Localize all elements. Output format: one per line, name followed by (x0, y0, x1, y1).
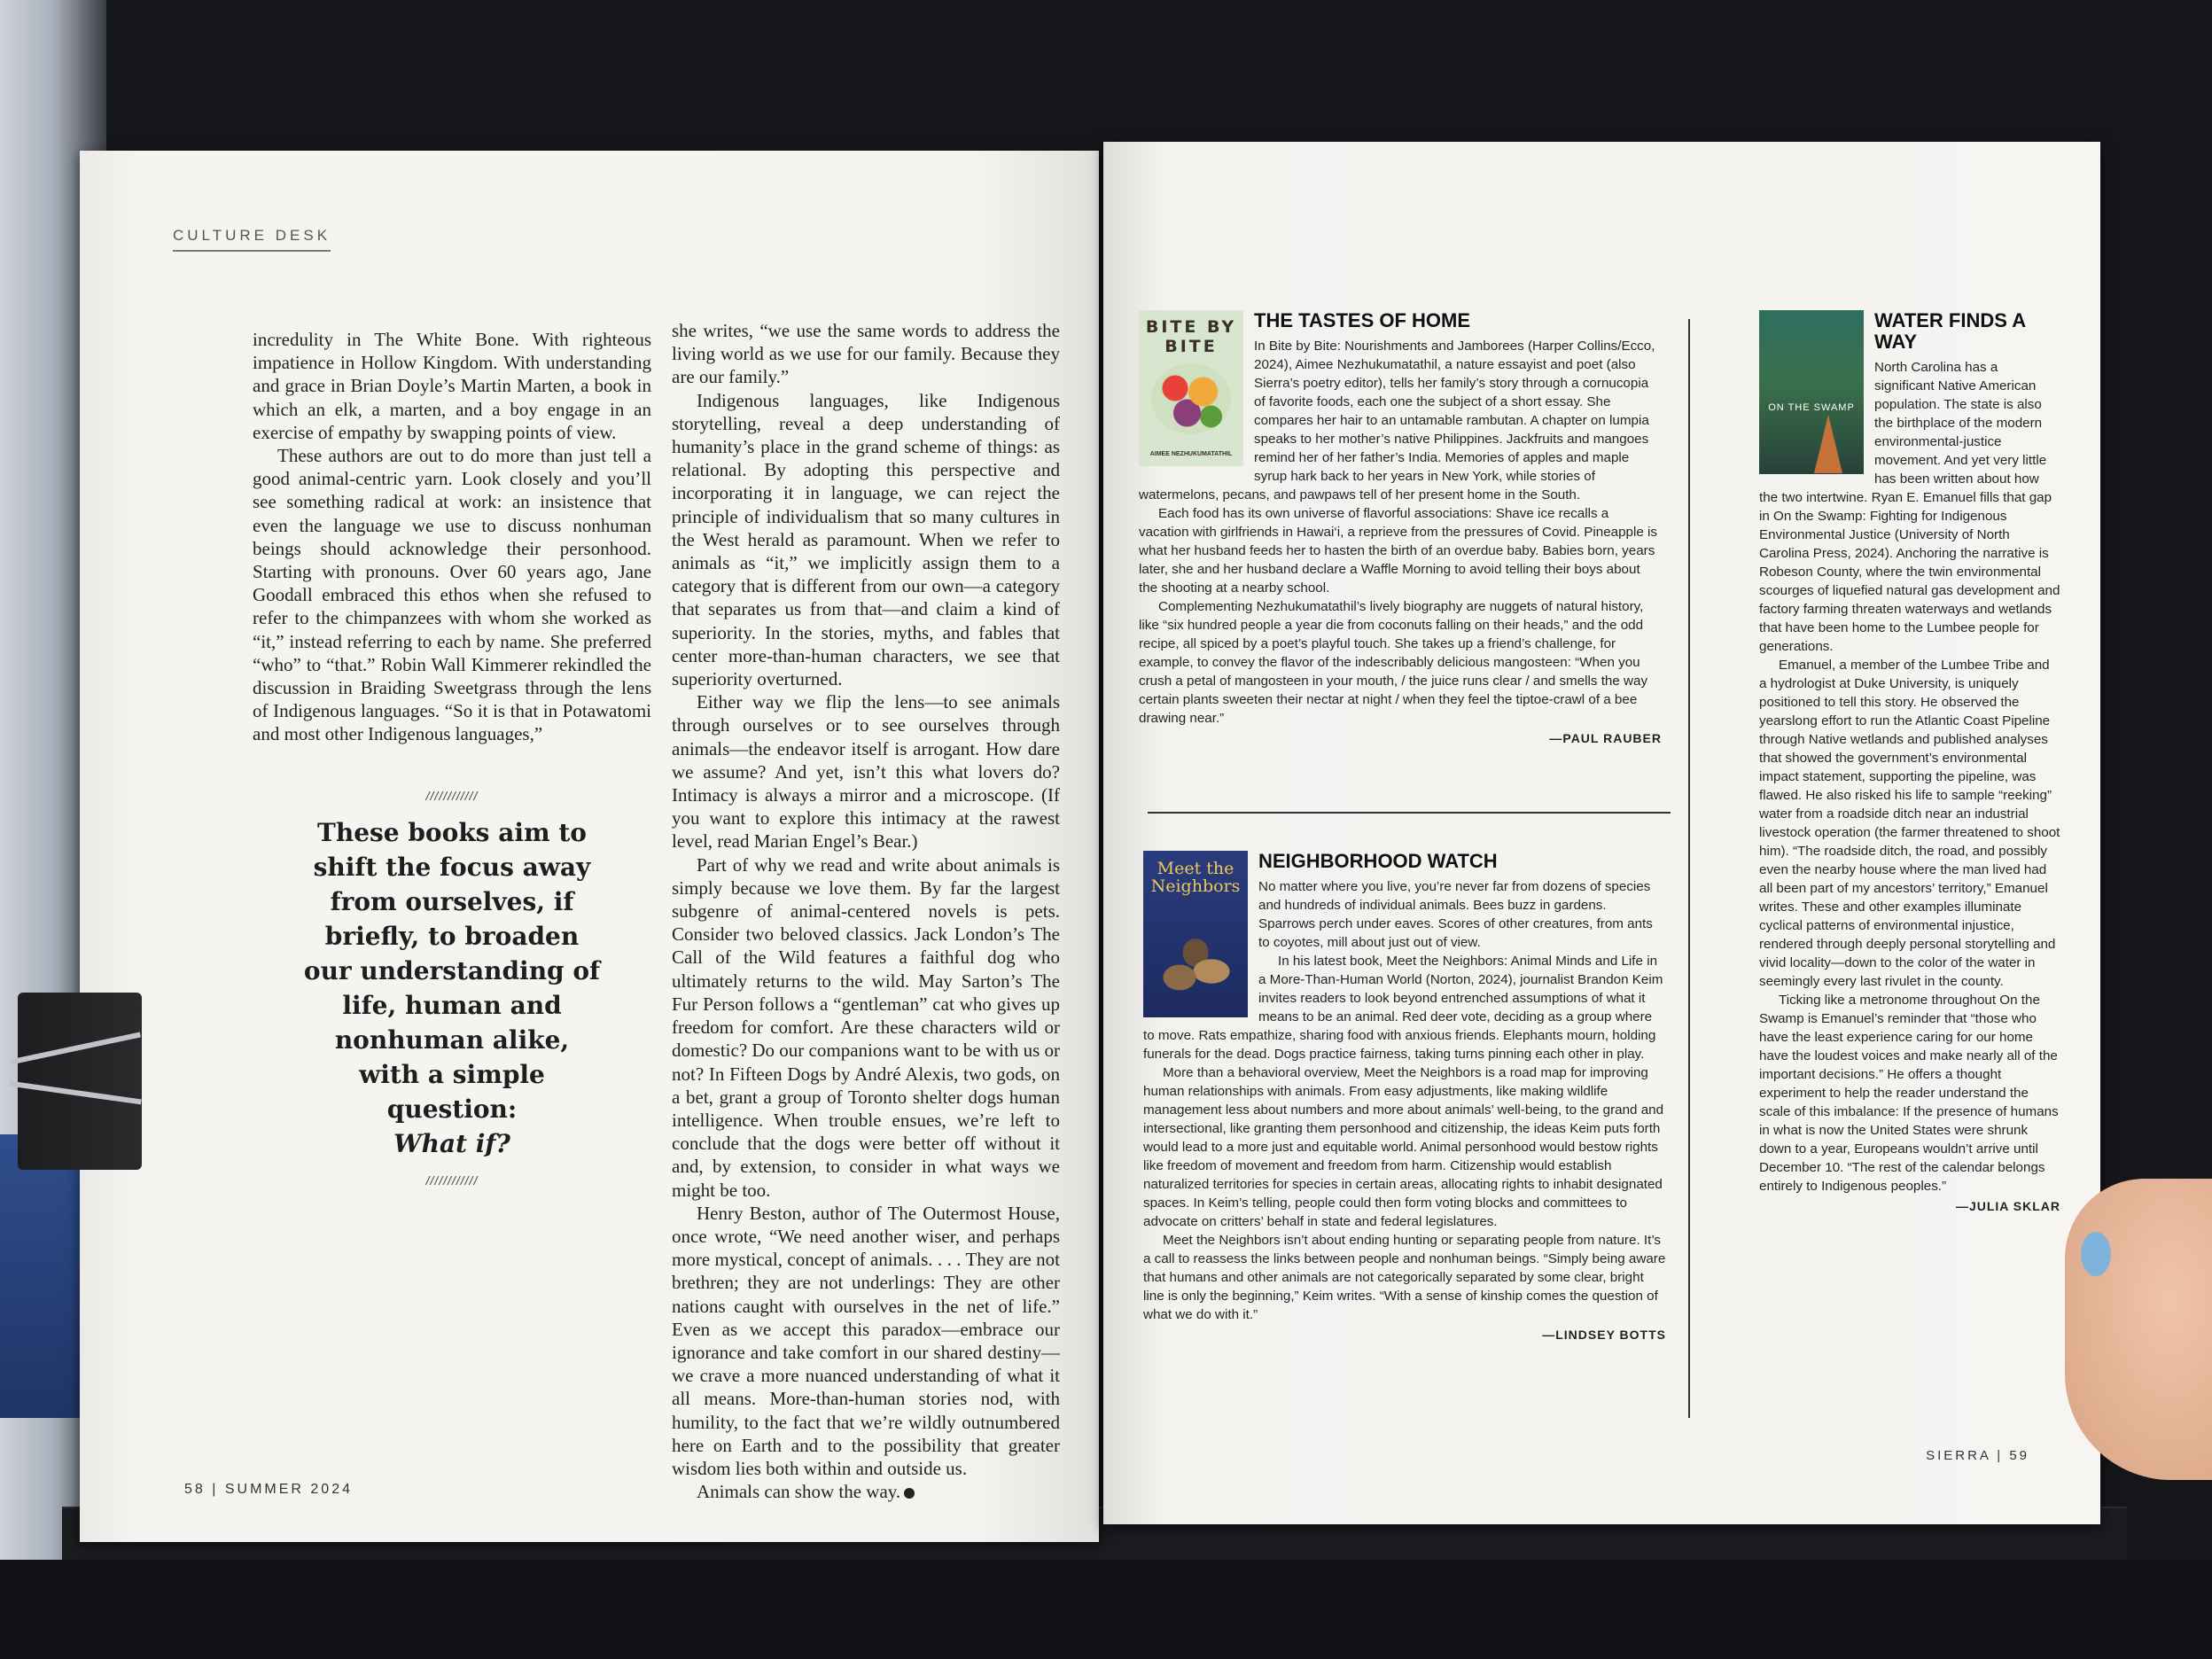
review-title: NEIGHBORHOOD WATCH (1258, 850, 1498, 872)
binder-clip (18, 993, 142, 1170)
painted-fingernail (2081, 1232, 2111, 1276)
book-cover-meet-the-neighbors (1143, 851, 1248, 1017)
cover-title: Meet the Neighbors (1150, 859, 1241, 896)
paragraph: Indigenous languages, like Indigenous storytelling, reveal a deep understanding of humanity’s place in the grand scheme of things: as relational. By adopting this perspective and incorporating it in language, we can reject the principle of individualism that so many cultures in the West herald as paramount. When we refer to animals as “it,” we implicitly assign them to a category that is different from our own—a category that separates us from that—and claim a kind of superiority. In the stories, myths, and fables that center more-than-human characters, we see that superiority overturned. (672, 389, 1060, 690)
review-byline: —JULIA SKLAR (1955, 1199, 2060, 1213)
cover-title: BITE BY BITE (1145, 317, 1237, 356)
paragraph: Part of why we read and write about animals is simply because we love them. By far the largest subgenre of animal-centered novels is pets. Consider two beloved classics. Jack London’s The Call of the Wild features a faithful dog who ultimately returns to the wild. May Sarton’s The Fur Person follows a “gentleman” cat who gives up freedom for comfort. Are these characters wild or domestic? Do our companions want to be with us or not? In Fifteen Dogs by André Alexis, two gods, on a bet, grant a group of Toronto shelter dogs human intelligence. When trouble ensues, we’re left to conclude that the dogs were better off without it and, by extension, to consider in what ways we might be too. (672, 853, 1061, 1201)
review-title: WATER FINDS A WAY (1874, 309, 2026, 353)
pull-quote (301, 789, 603, 1188)
page-folio-right: SIERRA | 59 (1926, 1448, 2029, 1463)
pull-quote-ornament-bottom: //////////// (425, 1173, 479, 1188)
paragraph: she writes, “we use the same words to address the living world as we use for our family. Because they are our family.” (672, 320, 1060, 388)
review-body (1759, 358, 2060, 1196)
pull-quote-question: What if? (393, 1129, 510, 1158)
paragraph: North Carolina has a significant Native American population. The state is also the birthplace of the modern environmental-justice movement. And yet very little has been written about how the two intertwine. Ryan E. Emanuel fills that gap in On the Swamp: Fighting for Indigenous Environmental Justice (University of North Carolina Press, 2024). Anchoring the narrative is Robeson County, where the twin environmental scourges of liquefied natural gas development and factory farming threaten waterways and wetlands that have been home to the Lumbee people for generations. (1759, 360, 2060, 654)
paragraph: These authors are out to do more than just tell a good animal-centric yarn. Look closely and you’ll see something radical at work: an insistence that even the language we use to discuss nonhuman beings should acknowledge their personhood. Starting with pronouns. Over 60 years ago, Jane Goodall embraced this ethos when she refused to refer to the chimpanzees with whom she worked as “it,” instead referring to each by name. She preferred “who” to “that.” Robin Wall Kimmerer rekindled the discussion in Braiding Sweetgrass through the lens of Indigenous languages. “So it is that in Potawatomi and most other Indigenous languages,” (253, 445, 651, 745)
fruit-illustration-icon (1151, 363, 1231, 434)
article-column-1 (253, 328, 651, 746)
hand (2065, 1179, 2212, 1480)
binder-clip-body (18, 993, 142, 1170)
end-mark-icon (904, 1488, 915, 1499)
vertical-divider (1688, 319, 1690, 1418)
review-byline: —PAUL RAUBER (1549, 731, 1662, 745)
cover-author: AIMEE NEZHUKUMATATHIL (1149, 451, 1233, 457)
pull-quote-text (301, 815, 603, 1161)
page-folio-left: 58 | SUMMER 2024 (184, 1482, 353, 1497)
paragraph: Emanuel, a member of the Lumbee Tribe and a hydrologist at Duke University, is uniquely positioned to tell this story. He observed the yearslong effort to run the Atlantic Coast Pipeline through Native wetlands and published analyses that showed the government’s environmental impact statement, supporting the pipeline, was flawed. He also risked his life to sample “reeking” water from a roadside ditch near an industrial livestock operation (the farmer threatened to shoot him). “The roadside ditch, the road, and possibly even the nearby house where the man lived had all been part of my ancestors’ territory,” Emanuel writes. These and other examples illuminate cyclical patterns of environmental injustice, rendered through deeply personal storytelling and vivid locality—down to the color of the water in seemingly every last rivulet in the county. (1759, 658, 2060, 989)
book-cover-on-the-swamp (1759, 310, 1864, 474)
paragraph: Either way we flip the lens—to see animals through ourselves or to see ourselves through animals—the endeavor itself is arrogant. How dare we assume? And yet, isn’t this what lovers do? Intimacy is always a mirror and a microscope. (If you want to explore this intimacy at the rawest level, read Marian Engel’s Bear.) (672, 691, 1060, 853)
pull-quote-body: These books aim to shift the focus away from ourselves, if briefly, to broaden our understanding of life, human and nonhuman alike, with a simple question: (303, 818, 601, 1124)
background-book-spine (0, 1134, 80, 1418)
paragraph: Complementing Nezhukumatathil’s lively biography are nuggets of natural history, like “six hundred people a year die from coconuts falling on their heads,” and the odd recipe, all spiced by a poet’s playful touch. She takes up a friend’s challenge, for example, to convey the flavor of the indescribably delicious mangosteen: “When you crush a petal of mangosteen in your mouth, / the juice runs clear / and smells the way certain plants sweeten their nectar at night / when they feel the tiptoe-crawl of a bee drawing near.” (1139, 599, 1648, 726)
left-page (80, 151, 1099, 1542)
review-neighborhood-watch (1143, 851, 1666, 1342)
canoe-illustration-icon (1814, 415, 1842, 473)
pull-quote-ornament-top: //////////// (425, 789, 479, 803)
article-column-2 (672, 319, 1060, 1503)
paragraph-final: Animals can show the way. (672, 1480, 1060, 1503)
paragraph: Each food has its own universe of flavorful associations: Shave ice recalls a vacation with girlfriends in Hawai‘i, a reprieve from the pressures of Covid. Pineapple is what her husband feeds her to hasten the birth of an overdue baby. Babies born, years later, she and her husband declare a Waffle Morning to avoid telling their boys about the shooting at a nearby school. (1139, 506, 1657, 596)
paragraph: Meet the Neighbors isn’t about ending hunting or separating people from nature. It’s a call to reassess the links between people and nonhuman beings. “Simply being aware that humans and other animals are not categorically separated by some clear, bright line is only the beginning,” Keim writes. “With a sense of kinship comes the question of what we do with it.” (1143, 1233, 1666, 1322)
section-label: CULTURE DESK (173, 227, 331, 252)
book-cover-bite-by-bite (1139, 310, 1243, 466)
paragraph: In Bite by Bite: Nourishments and Jamborees (Harper Collins/Ecco, 2024), Aimee Nezhukumatathil, a nature essayist and poet (also Sierra’s poetry editor), tells her family’s story through a cornucopia of favorite foods, each one the subject of a short essay. She compares her hair to an untamable rambutan. A chapter on lumpia speaks to her mother’s native Philippines. Jackfruits and mangoes remind her of her father’s India. Memories of apples and maple syrup hark back to her years in New York, while stories of watermelons, pecans, and pawpaws tell of her present home in the South. (1139, 339, 1655, 502)
paragraph: In his latest book, Meet the Neighbors: Animal Minds and Life in a More-Than-Human World (Norton, 2024), journalist Brandon Keim invites readers to look beyond entrenched assumptions of what it means to be an animal. Red deer vote, deciding as a group where to move. Rats empathize, sharing food with anxious friends. Elephants mourn, holding funerals for the dead. Dogs practice fairness, taking turns pinning each other in play. (1143, 954, 1663, 1062)
review-byline: —LINDSEY BOTTS (1542, 1328, 1666, 1342)
horizontal-divider (1148, 812, 1671, 814)
paragraph: incredulity in The White Bone. With righteous impatience in Hollow Kingdom. With understanding and grace in Brian Doyle’s Martin Marten, a book in which an elk, a marten, and a boy engage in an exercise of empathy by swapping points of view. (253, 329, 651, 443)
paragraph: No matter where you live, you’re never far from dozens of species and hundreds of individual animals. Bees buzz in gardens. Sparrows perch under eaves. Scores of other creatures, from ants to coyotes, mill about just out of view. (1258, 879, 1653, 950)
review-title: THE TASTES OF HOME (1254, 309, 1471, 331)
paragraph: More than a behavioral overview, Meet the Neighbors is a road map for improving human relationships with animals. From easy adjustments, like making wildlife management less about numbers and more about animals’ well-being, to the grand and intersectional, like granting them personhood and citizenship, the ideas Keim puts forth would lead to a more just and equitable world. Animal personhood would bestow rights like freedom of movement and freedom from harm. Citizenship would establish naturalized territories for species in certain areas, allocating rights to inhabit designated spaces. In Keim’s telling, people could then form voting blocks and committees to advocate on critters’ behalf in state and federal legislatures. (1143, 1065, 1664, 1229)
paragraph: Henry Beston, author of The Outermost House, once wrote, “We need another wiser, and perhaps more mystical, concept of animals. . . . They are not brethren; they are not underlings: They are other nations caught with ourselves in the net of life.” Even as we accept this paradox—embrace our ignorance and take comfort in our shared destiny—we crave a more nuanced understanding of what it all means. More-than-human stories nod, with humility, to the fact that we’re wildly outnumbered here on Earth and to the possibility that greater wisdom lies both within and outside us. (672, 1202, 1060, 1479)
right-page (1103, 142, 2100, 1524)
paragraph: Ticking like a metronome throughout On the Swamp is Emanuel’s reminder that “those who have the least experience caring for our home have the loudest voices and make nearly all of the important decisions.” He offers a thought experiment to help the reader understand the scale of this imbalance: If the presence of humans in what is now the United States were shrunk down to a year, Europeans wouldn’t arrive until December 10. “The rest of the calendar belongs entirely to Indigenous peoples.” (1759, 993, 2059, 1194)
background-floor (0, 1560, 2212, 1659)
animals-illustration-icon (1156, 934, 1235, 996)
cover-title: ON THE SWAMP (1768, 402, 1855, 413)
review-tastes-of-home (1139, 310, 1662, 745)
review-water-finds-a-way (1759, 310, 2060, 1213)
